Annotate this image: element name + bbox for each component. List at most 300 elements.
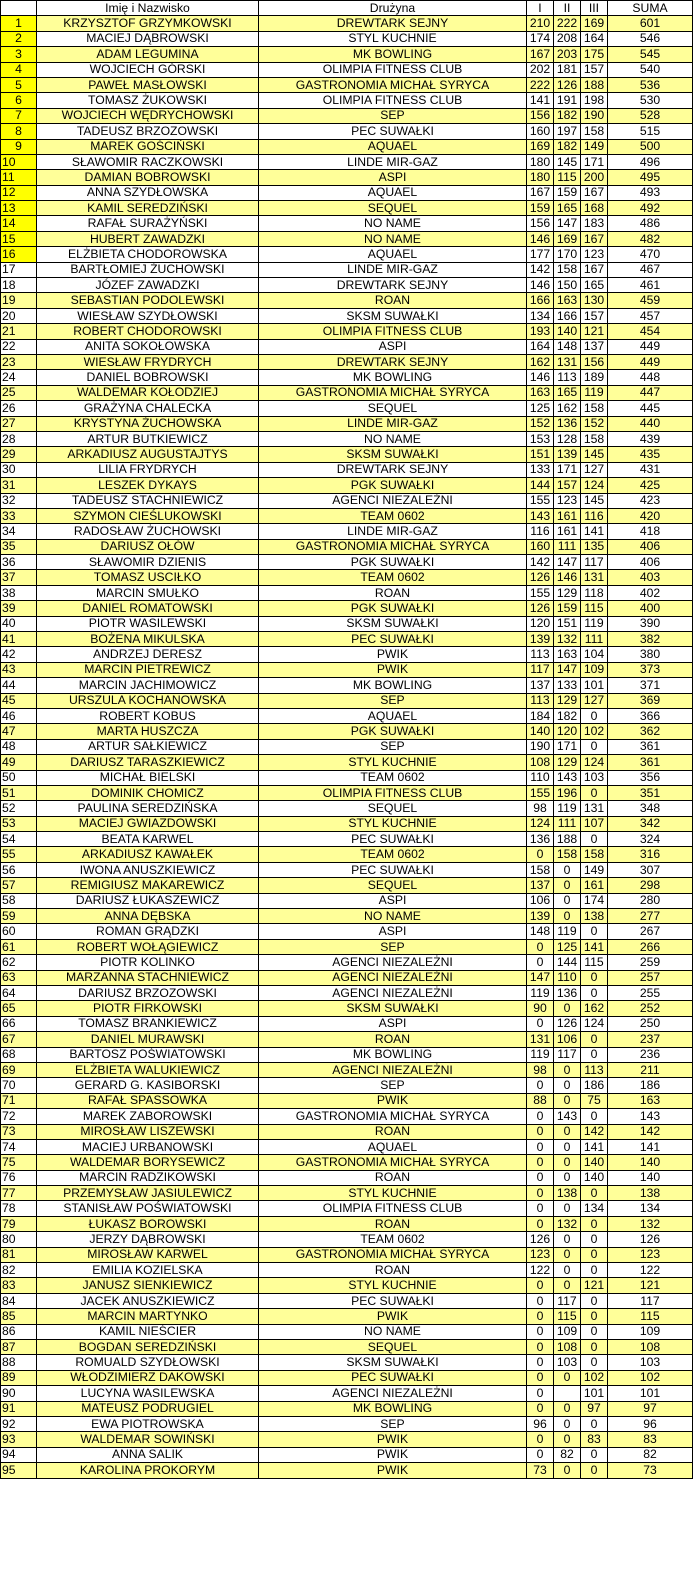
total-score: 236 [608,1047,693,1062]
round-2-score: 0 [554,1432,581,1447]
total-score: 237 [608,1032,693,1047]
player-name: SEBASTIAN PODOLEWSKI [37,293,259,308]
round-3-score: 189 [581,370,608,385]
place-number: 19 [1,293,37,308]
place-number: 47 [1,724,37,739]
total-score: 493 [608,185,693,200]
total-score: 528 [608,108,693,123]
round-3-score: 123 [581,247,608,262]
total-score: 467 [608,262,693,277]
player-name: DANIEL MURAWSKI [37,1032,259,1047]
team-name: SEQUEL [259,801,527,816]
team-name: PGK SUWAŁKI [259,555,527,570]
round-1-score: 126 [527,570,554,585]
team-name: SEP [259,1416,527,1431]
round-2-score: 208 [554,31,581,46]
team-name: MK BOWLING [259,678,527,693]
team-name: PGK SUWAŁKI [259,724,527,739]
team-name: GASTRONOMIA MICHAŁ SYRYCA [259,1247,527,1262]
place-number: 5 [1,77,37,92]
round-1-score: 0 [527,1370,554,1385]
player-name: KRYSTYNA ŻUCHOWSKA [37,416,259,431]
place-number: 28 [1,431,37,446]
player-name: ARKADIUSZ AUGUSTAJTYS [37,447,259,462]
place-number: 45 [1,693,37,708]
round-1-score: 160 [527,124,554,139]
round-2-score: 108 [554,1339,581,1354]
table-row [1,1032,693,1047]
player-name: ANDRZEJ DERESZ [37,647,259,662]
round-3-score: 0 [581,1216,608,1231]
team-name: SEP [259,939,527,954]
team-name: GASTRONOMIA MICHAŁ SYRYCA [259,1155,527,1170]
place-number: 80 [1,1232,37,1247]
team-name: SEQUEL [259,1339,527,1354]
round-1-score: 110 [527,770,554,785]
round-3-score: 145 [581,447,608,462]
total-score: 402 [608,585,693,600]
player-name: BARTOSZ POŚWIATOWSKI [37,1047,259,1062]
total-score: 252 [608,1001,693,1016]
place-number: 15 [1,231,37,246]
total-score: 351 [608,785,693,800]
player-name: PRZEMYSŁAW JASIULEWICZ [37,1186,259,1201]
place-number: 70 [1,1078,37,1093]
place-number: 77 [1,1186,37,1201]
table-row [1,431,693,446]
place-number: 39 [1,601,37,616]
round-3-score: 101 [581,678,608,693]
round-2-score: 111 [554,816,581,831]
table-row [1,77,693,92]
round-1-score: 90 [527,1001,554,1016]
player-name: MARCIN PIETREWICZ [37,662,259,677]
round-2-score: 0 [554,1463,581,1478]
table-row [1,154,693,169]
round-1-score: 143 [527,508,554,523]
place-number: 41 [1,632,37,647]
round-1-score: 0 [527,1155,554,1170]
team-name: TEAM 0602 [259,1232,527,1247]
place-number: 17 [1,262,37,277]
round-1-score: 151 [527,447,554,462]
player-name: MIROSŁAW KARWEL [37,1247,259,1262]
team-name: PEC SUWAŁKI [259,1293,527,1308]
team-name: AGENCI NIEZALEŻNI [259,493,527,508]
round-3-score: 190 [581,108,608,123]
table-row [1,493,693,508]
table-row [1,955,693,970]
player-name: SZYMON CIEŚLUKOWSKI [37,508,259,523]
round-2-score: 103 [554,1355,581,1370]
round-2-score: 147 [554,662,581,677]
round-2-score: 113 [554,370,581,385]
total-score: 134 [608,1201,693,1216]
player-name: DARIUSZ ŁUKASZEWICZ [37,893,259,908]
place-number: 59 [1,909,37,924]
round-2-score: 115 [554,1309,581,1324]
round-2-score: 132 [554,1216,581,1231]
round-2-score: 117 [554,1293,581,1308]
table-row [1,708,693,723]
round-3-score: 0 [581,1263,608,1278]
round-3-score: 119 [581,616,608,631]
table-row [1,478,693,493]
place-number: 1 [1,16,37,31]
round-2-score: 106 [554,1032,581,1047]
total-score: 361 [608,755,693,770]
team-name: AGENCI NIEZALEŻNI [259,1062,527,1077]
round-1-score: 0 [527,1216,554,1231]
round-2-score: 125 [554,939,581,954]
table-row [1,124,693,139]
round-3-score: 167 [581,262,608,277]
total-score: 420 [608,508,693,523]
player-name: WOJCIECH GÓRSKI [37,62,259,77]
place-number: 6 [1,93,37,108]
round-2-score: 146 [554,570,581,585]
round-2-score: 140 [554,324,581,339]
place-number: 50 [1,770,37,785]
total-score: 257 [608,970,693,985]
round-3-score: 113 [581,1062,608,1077]
player-name: ŁUKASZ BOROWSKI [37,1216,259,1231]
place-number: 10 [1,154,37,169]
place-number: 40 [1,616,37,631]
table-row [1,1339,693,1354]
place-number: 51 [1,785,37,800]
table-row [1,924,693,939]
total-score: 496 [608,154,693,169]
round-2-score: 166 [554,308,581,323]
team-name: AQUAEL [259,247,527,262]
team-name: OLIMPIA FITNESS CLUB [259,324,527,339]
table-row [1,1216,693,1231]
round-2-score: 0 [554,1416,581,1431]
team-name: NO NAME [259,909,527,924]
team-name: SEQUEL [259,401,527,416]
table-row [1,970,693,985]
round-3-score: 141 [581,1139,608,1154]
round-1-score: 113 [527,693,554,708]
player-name: DARIUSZ OŁÓW [37,539,259,554]
place-number: 38 [1,585,37,600]
team-name: ASPI [259,339,527,354]
round-2-score: 203 [554,47,581,62]
round-1-score: 0 [527,1386,554,1401]
player-name: ANITA SOKOŁOWSKA [37,339,259,354]
player-name: ARTUR BUTKIEWICZ [37,431,259,446]
team-name: DREWTARK SEJNY [259,462,527,477]
round-2-score: 143 [554,770,581,785]
round-1-score: 126 [527,601,554,616]
round-3-score: 0 [581,1247,608,1262]
place-number: 76 [1,1170,37,1185]
place-number: 66 [1,1016,37,1031]
round-3-score: 115 [581,955,608,970]
round-3-score: 135 [581,539,608,554]
round-2-score: 162 [554,401,581,416]
team-name: OLIMPIA FITNESS CLUB [259,1201,527,1216]
table-row [1,185,693,200]
round-3-score: 0 [581,1032,608,1047]
player-name: MACIEJ URBANOWSKI [37,1139,259,1154]
round-1-score: 133 [527,462,554,477]
place-number: 54 [1,832,37,847]
round-3-score: 175 [581,47,608,62]
table-row [1,1416,693,1431]
total-score: 470 [608,247,693,262]
round-2-score: 0 [554,1370,581,1385]
table-row [1,247,693,262]
round-3-score: 186 [581,1078,608,1093]
place-number: 14 [1,216,37,231]
round-1-score: 156 [527,216,554,231]
total-score: 545 [608,47,693,62]
total-score: 82 [608,1447,693,1462]
table-row [1,385,693,400]
round-2-score: 0 [554,1278,581,1293]
total-score: 123 [608,1247,693,1262]
place-number: 13 [1,201,37,216]
table-row [1,739,693,754]
player-name: WALDEMAR SOWIŃSKI [37,1432,259,1447]
total-score: 403 [608,570,693,585]
round-2-score: 148 [554,339,581,354]
round-2-score: 144 [554,955,581,970]
table-row [1,1078,693,1093]
round-1-score: 0 [527,1293,554,1308]
round-3-score: 152 [581,416,608,431]
player-name: ARTUR SAŁKIEWICZ [37,739,259,754]
player-name: SŁAWOMIR RACZKOWSKI [37,154,259,169]
team-name: ROAN [259,585,527,600]
round-3-score: 141 [581,524,608,539]
table-row [1,862,693,877]
total-score: 486 [608,216,693,231]
team-name: TEAM 0602 [259,570,527,585]
round-1-score: 0 [527,1339,554,1354]
team-name: DREWTARK SEJNY [259,278,527,293]
team-name: PGK SUWAŁKI [259,478,527,493]
table-row [1,278,693,293]
round-1-score: 144 [527,478,554,493]
round-2-score: 139 [554,447,581,462]
round-3-score: 130 [581,293,608,308]
player-name: KAMIL SEREDZIŃSKI [37,201,259,216]
player-name: URSZULA KOCHANOWSKA [37,693,259,708]
round-1-score: 0 [527,847,554,862]
round-3-score: 157 [581,308,608,323]
round-3-score: 0 [581,1047,608,1062]
table-row [1,1401,693,1416]
round-2-score: 157 [554,478,581,493]
table-row [1,555,693,570]
round-2-score: 165 [554,385,581,400]
round-1-score: 124 [527,816,554,831]
player-name: TOMASZ USCIŁKO [37,570,259,585]
round-3-score: 165 [581,278,608,293]
player-name: TOMASZ BRANKIEWICZ [37,1016,259,1031]
table-row [1,893,693,908]
round-2-score: 143 [554,1109,581,1124]
team-name: MK BOWLING [259,1401,527,1416]
total-score: 132 [608,1216,693,1231]
table-row [1,62,693,77]
place-number: 21 [1,324,37,339]
player-name: PAWEŁ MASŁOWSKI [37,77,259,92]
round-1-score: 167 [527,185,554,200]
team-name: GASTRONOMIA MICHAŁ SYRYCA [259,1109,527,1124]
total-score: 459 [608,293,693,308]
total-score: 366 [608,708,693,723]
team-name: ROAN [259,1170,527,1185]
round-2-score: 131 [554,354,581,369]
round-2-score: 132 [554,632,581,647]
table-row [1,816,693,831]
round-2-score: 123 [554,493,581,508]
round-1-score: 190 [527,739,554,754]
round-3-score: 167 [581,231,608,246]
total-score: 448 [608,370,693,385]
team-name: STYL KUCHNIE [259,1278,527,1293]
round-1-score: 152 [527,416,554,431]
table-row [1,1278,693,1293]
header-sum: SUMA [608,1,693,16]
total-score: 140 [608,1155,693,1170]
total-score: 540 [608,62,693,77]
round-1-score: 0 [527,1324,554,1339]
place-number: 35 [1,539,37,554]
player-name: GRAŻYNA CHALECKA [37,401,259,416]
table-row [1,201,693,216]
round-2-score: 0 [554,909,581,924]
player-name: BARTŁOMIEJ ŻUCHOWSKI [37,262,259,277]
round-1-score: 139 [527,909,554,924]
round-1-score: 148 [527,924,554,939]
round-2-score: 117 [554,1047,581,1062]
total-score: 115 [608,1309,693,1324]
round-2-score: 161 [554,524,581,539]
round-2-score: 119 [554,801,581,816]
table-row [1,647,693,662]
round-1-score: 125 [527,401,554,416]
place-number: 31 [1,478,37,493]
team-name: LINDE MIR-GAZ [259,154,527,169]
team-name: MK BOWLING [259,1047,527,1062]
player-name: DARIUSZ TARASZKIEWICZ [37,755,259,770]
round-1-score: 155 [527,785,554,800]
round-2-score: 136 [554,986,581,1001]
total-score: 97 [608,1401,693,1416]
round-3-score: 140 [581,1155,608,1170]
table-row [1,1124,693,1139]
team-name: TEAM 0602 [259,847,527,862]
table-row [1,1386,693,1401]
round-2-score: 150 [554,278,581,293]
place-number: 94 [1,1447,37,1462]
table-row [1,1432,693,1447]
round-2-score: 129 [554,693,581,708]
player-name: MARCIN MARTYNKO [37,1309,259,1324]
team-name: SEQUEL [259,878,527,893]
team-name: PWIK [259,647,527,662]
player-name: ELŻBIETA WALUKIEWICZ [37,1062,259,1077]
round-1-score: 0 [527,1447,554,1462]
round-1-score: 113 [527,647,554,662]
total-score: 400 [608,601,693,616]
round-3-score: 0 [581,924,608,939]
round-1-score: 0 [527,1186,554,1201]
place-number: 71 [1,1093,37,1108]
round-1-score: 142 [527,262,554,277]
round-2-score: 196 [554,785,581,800]
team-name: PWIK [259,1447,527,1462]
round-2-score: 0 [554,893,581,908]
player-name: PAULINA SEREDZIŃSKA [37,801,259,816]
place-number: 30 [1,462,37,477]
total-score: 406 [608,555,693,570]
team-name: ROAN [259,1032,527,1047]
table-row [1,31,693,46]
player-name: BEATA KARWEL [37,832,259,847]
table-row [1,1001,693,1016]
player-name: ROMUALD SZYDŁOWSKI [37,1355,259,1370]
team-name: PWIK [259,1309,527,1324]
round-1-score: 0 [527,1170,554,1185]
round-2-score: 0 [554,1078,581,1093]
place-number: 3 [1,47,37,62]
team-name: SKSM SUWAŁKI [259,308,527,323]
place-number: 86 [1,1324,37,1339]
round-1-score: 158 [527,862,554,877]
total-score: 373 [608,662,693,677]
round-3-score: 149 [581,862,608,877]
table-row [1,632,693,647]
table-row [1,585,693,600]
table-row [1,616,693,631]
place-number: 63 [1,970,37,985]
table-row [1,770,693,785]
round-2-score: 133 [554,678,581,693]
place-number: 87 [1,1339,37,1354]
player-name: KAROLINA PROKORYM [37,1463,259,1478]
table-row [1,462,693,477]
team-name: AQUAEL [259,139,527,154]
round-1-score: 119 [527,1047,554,1062]
header-round-3: III [581,1,608,16]
total-score: 277 [608,909,693,924]
place-number: 92 [1,1416,37,1431]
round-1-score: 155 [527,493,554,508]
total-score: 382 [608,632,693,647]
player-name: WALDEMAR KOŁODZIEJ [37,385,259,400]
round-1-score: 155 [527,585,554,600]
round-3-score: 103 [581,770,608,785]
place-number: 56 [1,862,37,877]
place-number: 74 [1,1139,37,1154]
player-name: MAREK ZABOROWSKI [37,1109,259,1124]
round-3-score: 134 [581,1201,608,1216]
round-2-score [554,1386,581,1401]
table-row [1,678,693,693]
round-1-score: 164 [527,339,554,354]
player-name: ROBERT WOŁĄGIEWICZ [37,939,259,954]
total-score: 454 [608,324,693,339]
place-number: 68 [1,1047,37,1062]
table-row [1,93,693,108]
table-row [1,1093,693,1108]
